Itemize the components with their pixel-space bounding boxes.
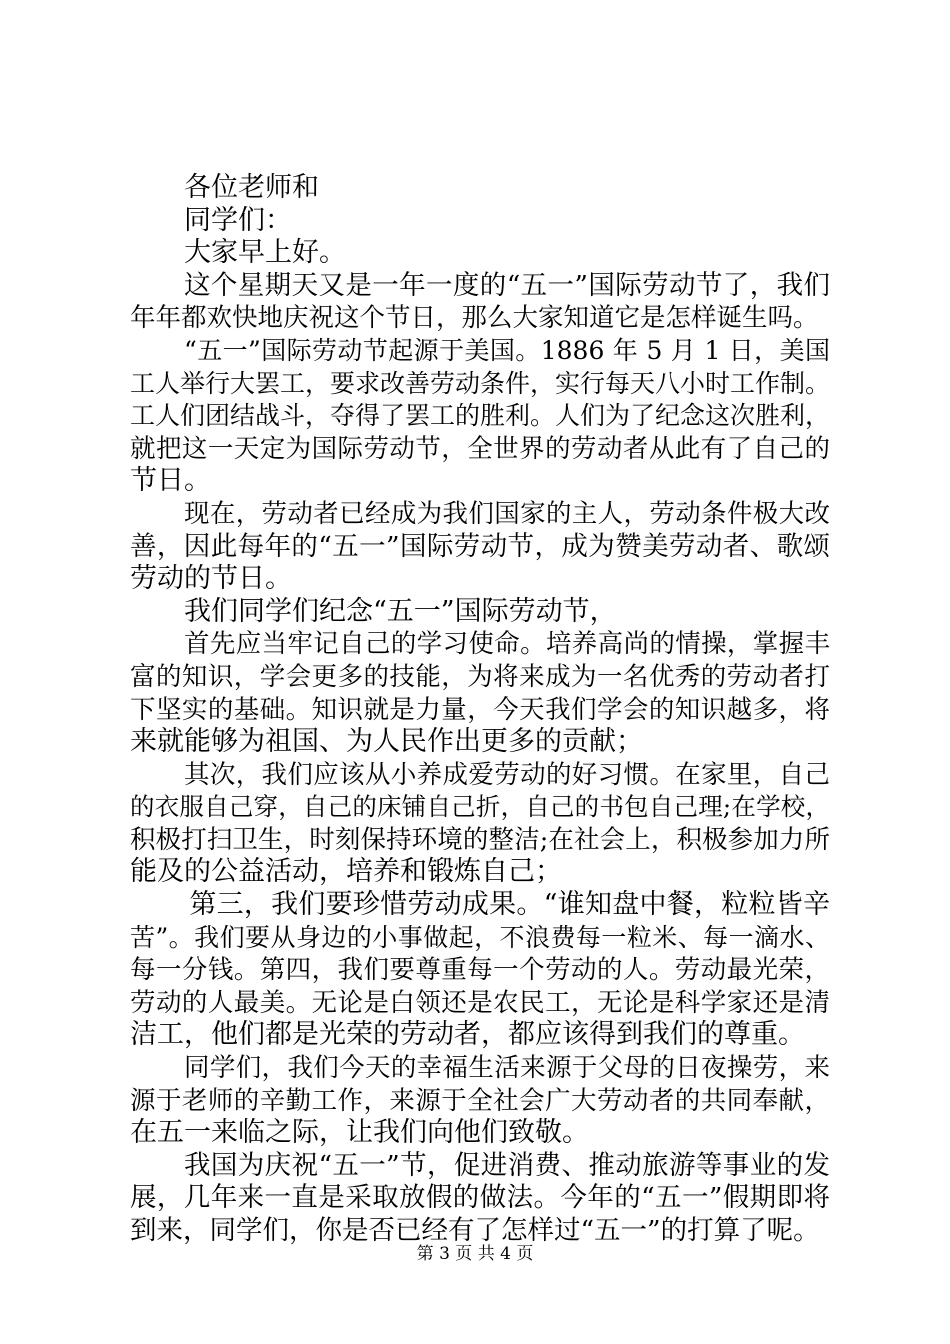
text-line: “五一”国际劳动节起源于美国。1886 年 5 月 1 日，美国 bbox=[184, 335, 830, 365]
text-line: 善，因此每年的“五一”国际劳动节，成为赞美劳动者、歌颂 bbox=[130, 530, 830, 562]
text-line: 源于老师的辛勤工作，来源于全社会广大劳动者的共同奉献， bbox=[130, 1085, 830, 1116]
text-line: 积极打扫卫生，时刻保持环境的整洁;在社会上，积极参加力所 bbox=[130, 824, 830, 855]
text-line: 节日。 bbox=[130, 465, 211, 497]
text-line: 这个星期天又是一年一度的“五一”国际劳动节了，我们 bbox=[184, 269, 830, 301]
text-line: 洁工，他们都是光荣的劳动者，都应该得到我们的尊重。 bbox=[130, 1019, 805, 1051]
document-body bbox=[130, 172, 830, 1248]
text-line: 苦”。我们要从身边的小事做起，不浪费每一粒米、每一滴水、 bbox=[130, 922, 830, 952]
text-line: 每一分钱。第四，我们要尊重每一个劳动的人。劳动最光荣， bbox=[130, 955, 830, 986]
text-line: 我们同学们纪念“五一”国际劳动节， bbox=[184, 595, 617, 627]
text-line: 在五一来临之际，让我们向他们致敬。 bbox=[130, 1117, 589, 1149]
text-line: 同学们： bbox=[184, 204, 292, 236]
text-line: 来就能够为祖国、为人民作出更多的贡献； bbox=[130, 726, 643, 758]
text-line: 其次，我们应该从小养成爱劳动的好习惯。在家里，自己 bbox=[184, 759, 830, 790]
page-footer: 第 3 页 共 4 页 bbox=[416, 1244, 534, 1264]
text-line: 现在，劳动者已经成为我们国家的主人，劳动条件极大改 bbox=[184, 498, 830, 529]
text-line: 大家早上好。 bbox=[184, 237, 346, 269]
text-line: 同学们，我们今天的幸福生活来源于父母的日夜操劳，来 bbox=[184, 1053, 830, 1084]
text-line: 首先应当牢记自己的学习使命。培养高尚的情操，掌握丰 bbox=[184, 629, 830, 660]
text-line: 劳动的节日。 bbox=[130, 563, 292, 595]
text-line: 我国为庆祝“五一”节，促进消费、推动旅游等事业的发 bbox=[184, 1149, 830, 1181]
text-line: 能及的公益活动，培养和锻炼自己； bbox=[130, 856, 562, 888]
text-line: 工人们团结战斗，夺得了罢工的胜利。人们为了纪念这次胜利， bbox=[130, 401, 830, 431]
text-line: 下坚实的基础。知识就是力量，今天我们学会的知识越多，将 bbox=[130, 694, 830, 725]
text-line: 年年都欢快地庆祝这个节日，那么大家知道它是怎样诞生吗。 bbox=[130, 303, 819, 334]
text-line: 各位老师和 bbox=[184, 172, 319, 203]
text-line: 的衣服自己穿，自己的床铺自己折，自己的书包自己理;在学校， bbox=[130, 792, 830, 822]
text-line: 工人举行大罢工，要求改善劳动条件，实行每天八小时工作制。 bbox=[130, 368, 830, 398]
text-line: 到来，同学们，你是否已经有了怎样过“五一”的打算了呢。 bbox=[130, 1215, 820, 1246]
text-line: 富的知识，学会更多的技能，为将来成为一名优秀的劳动者打 bbox=[130, 661, 830, 692]
text-line: 就把这一天定为国际劳动节，全世界的劳动者从此有了自己的 bbox=[130, 433, 830, 464]
text-line: 第三，我们要珍惜劳动成果。“谁知盘中餐，粒粒皆辛 bbox=[189, 889, 830, 921]
text-line: 劳动的人最美。无论是白领还是农民工，无论是科学家还是清 bbox=[130, 987, 830, 1018]
text-line: 展，几年来一直是采取放假的做法。今年的“五一”假期即将 bbox=[130, 1182, 830, 1214]
